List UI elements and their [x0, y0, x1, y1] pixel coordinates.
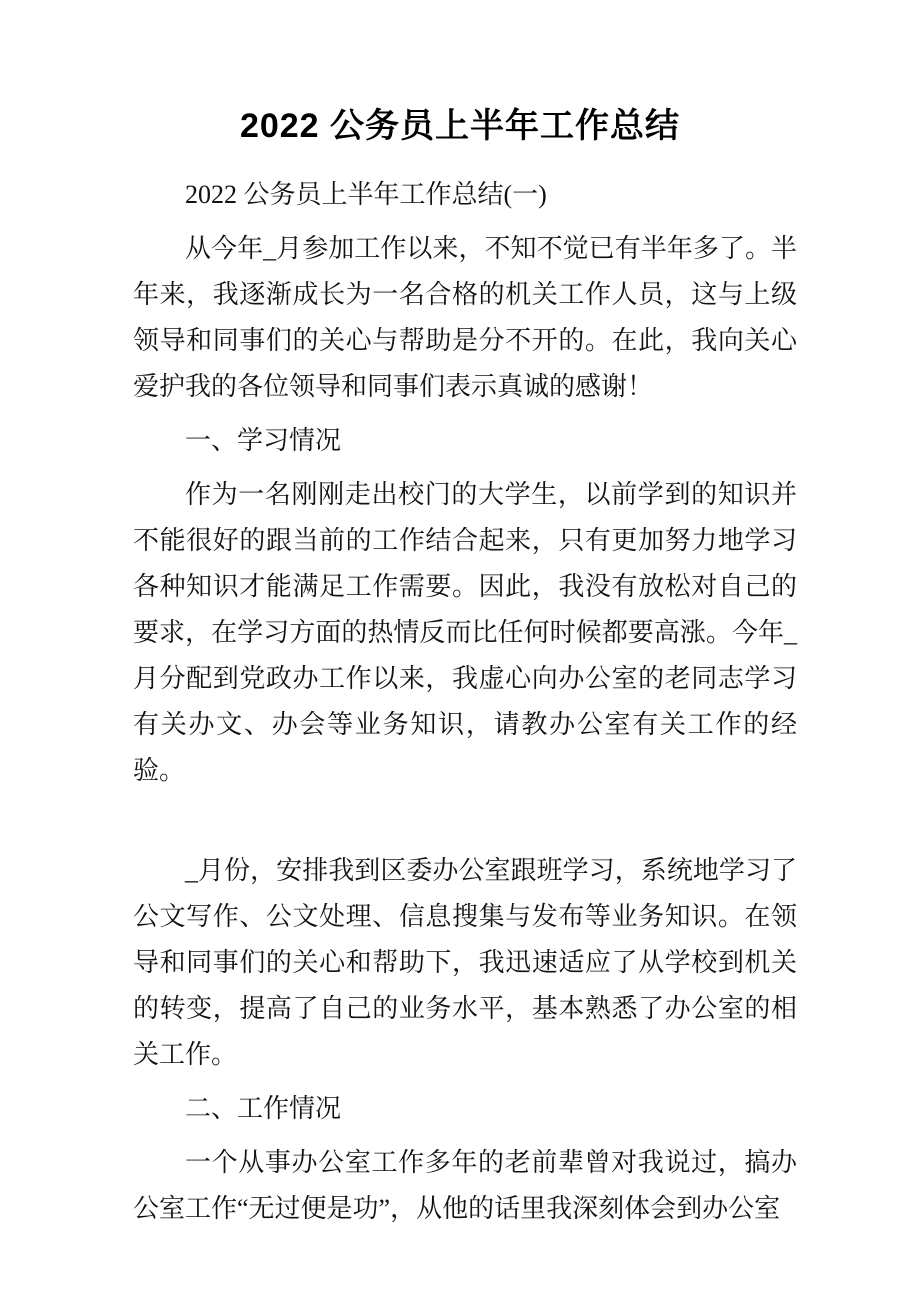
document-title: 2022 公务员上半年工作总结	[239, 107, 681, 145]
paragraph: 从今年_月参加工作以来，不知不觉已有半年多了。半年来，我逐渐成长为一名合格的机关工作人员，这与上级领导和同事们的关心与帮助是分不开的。在此，我向关心爱护我的各位领导和同事们表示真诚的感谢！	[133, 234, 797, 401]
paragraph: _月份，安排我到区委办公室跟班学习，系统地学习了公文写作、公文处理、信息搜集与发布等业务知识。在领导和同事们的关心和帮助下，我迅速适应了从学校到机关的转变，提高了自己的业务水平，基本熟悉了办公室的相关工作。	[133, 856, 797, 1069]
subtitle-line: 2022 公务员上半年工作总结(一)	[185, 180, 547, 209]
paragraph: 一个从事办公室工作多年的老前辈曾对我说过，搞办公室工作“无过便是功”，从他的话里我深刻体会到办公室	[133, 1148, 797, 1223]
section-heading-2: 二、工作情况	[185, 1094, 342, 1123]
section-heading-1: 一、学习情况	[185, 426, 342, 455]
paragraph: 作为一名刚刚走出校门的大学生，以前学到的知识并不能很好的跟当前的工作结合起来，只有更加努力地学习各种知识才能满足工作需要。因此，我没有放松对自己的要求，在学习方面的热情反而比任何时候都要高涨。今年_月分配到党政办工作以来，我虚心向办公室的老同志学习有关办文、办会等业务知识，请教办公室有关工作的经验。	[133, 480, 797, 785]
empty-line	[133, 802, 797, 848]
document-body	[133, 172, 797, 1232]
